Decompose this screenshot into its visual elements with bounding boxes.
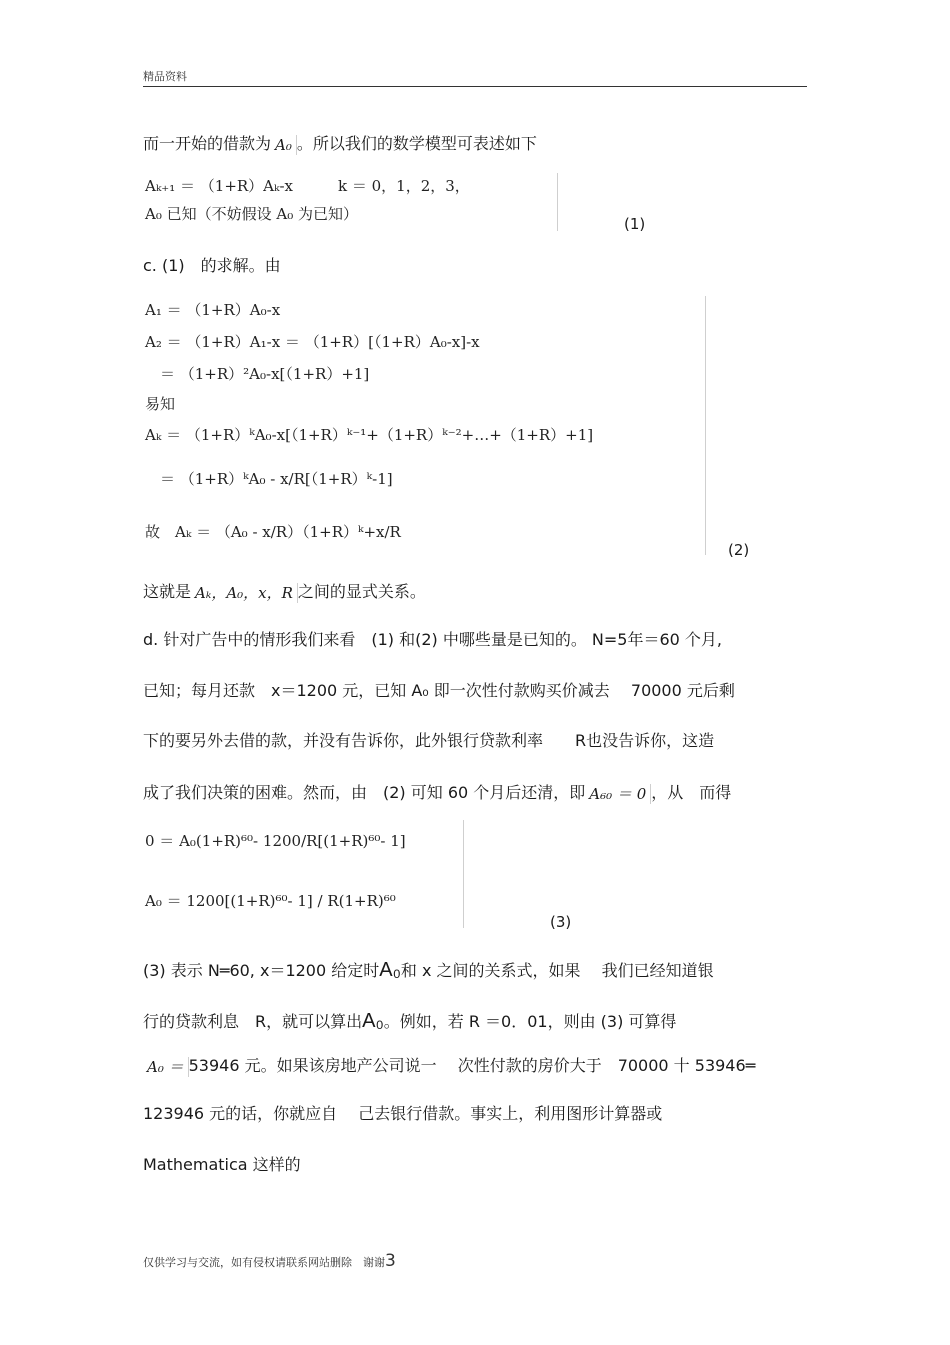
inline-formula-a60: A₆₀ ＝ 0	[585, 784, 651, 804]
equation-2-line: A₂ ＝ （1+R）A₁-x ＝ （1+R）[（1+R）A₀-x]-x	[145, 333, 480, 351]
equation-2-line: 故 Aₖ ＝ （A₀ - x/R）（1+R）ᵏ+x/R	[145, 523, 401, 541]
relation-text-pre: 这就是	[143, 582, 192, 601]
explain-text-pre: (3) 表示 N═60, x＝1200 给定时	[143, 961, 380, 980]
equation-1-image	[143, 173, 558, 231]
inline-formula-a0: A₀	[271, 135, 297, 155]
explain-text-pre: 行的贷款利息 R，就可以算出	[143, 1012, 363, 1031]
header-rule	[143, 86, 807, 87]
equation-2-line: A₁ ＝ （1+R）A₀-x	[145, 301, 281, 319]
equation-2-line: 易知	[145, 395, 176, 413]
equation-3-line: A₀ ＝ 1200[(1+R)⁶⁰- 1] / R(1+R)⁶⁰	[145, 892, 396, 910]
paragraph-d-line: d. 针对广告中的情形我们来看 (1) 和(2) 中哪些量是已知的。 N=5年＝60 个月,	[143, 630, 723, 649]
paragraph-d-text-post: ，从 而得	[651, 783, 732, 802]
paragraph-3-explain-line: Mathematica 这样的	[143, 1155, 301, 1174]
intro-text-pre: 而一开始的借款为	[143, 134, 272, 153]
relation-text-post: 之间的显式关系。	[297, 582, 426, 601]
equation-2-line: Aₖ ＝ （1+R）ᵏA₀-x[（1+R）ᵏ⁻¹+（1+R）ᵏ⁻²+…+（1+R）+1]	[145, 426, 594, 444]
equation-1-line: A₀ 已知（不妨假设 A₀ 为已知）	[145, 205, 358, 223]
equation-2-line: ＝ （1+R）²A₀-x[（1+R）+1]	[145, 365, 370, 383]
equation-2-image	[143, 296, 706, 555]
explain-text-post: 53946 元。如果该房地产公司说一 次性付款的房价大于 70000 十 53946═	[188, 1056, 756, 1075]
equation-2-line: ＝ （1+R）ᵏA₀ - x/R[（1+R）ᵏ-1]	[145, 470, 393, 488]
page-header: 精品资料	[143, 70, 187, 83]
paragraph-d-text-pre: 成了我们决策的困难。然而，由 (2) 可知 60 个月后还清，即	[143, 783, 586, 802]
page-number: 3	[385, 1251, 396, 1271]
paragraph-d-line	[143, 783, 731, 804]
explain-text-post: 。例如，若 R ＝0．01，则由 (3) 可算得	[383, 1012, 677, 1031]
inline-formula-variables: Aₖ，A₀，x，R	[191, 583, 298, 603]
paragraph-3-explain-line	[143, 960, 714, 981]
paragraph-3-explain-line: 123946 元的话，你就应自 己去银行借款。事实上，利用图形计算器或	[143, 1104, 663, 1123]
inline-symbol-a0: A₀	[362, 1010, 384, 1032]
equation-3-image	[143, 820, 464, 928]
intro-text-post: 。所以我们的数学模型可表述如下	[296, 134, 537, 153]
equation-2-number: (2)	[728, 541, 750, 559]
footer-text: 仅供学习与交流，如有侵权请联系网站删除 谢谢	[143, 1256, 385, 1269]
paragraph-d-line: 下的要另外去借的款，并没有告诉你，此外银行贷款利率 R也没告诉你，这造	[143, 731, 715, 750]
explain-text-post: 和 x 之间的关系式，如果 我们已经知道银	[400, 961, 714, 980]
paragraph-3-explain-line	[143, 1011, 676, 1032]
equation-1-line: Aₖ₊₁ ＝ （1+R）Aₖ-x k ＝ 0，1，2，3，	[145, 177, 470, 195]
equation-3-number: (3)	[550, 913, 572, 931]
page-footer	[143, 1251, 396, 1271]
paragraph-3-explain-line	[143, 1056, 755, 1077]
inline-formula-a0-equals: A₀ ＝	[143, 1057, 189, 1077]
explicit-relation-paragraph	[143, 582, 426, 603]
equation-1-number: (1)	[624, 215, 646, 233]
paragraph-d-line: 已知；每月还款 x＝1200 元，已知 A₀ 即一次性付款购买价减去 70000 元后剩	[143, 681, 735, 700]
inline-symbol-a0: A₀	[379, 959, 401, 981]
intro-paragraph	[143, 134, 537, 155]
solve-paragraph: c. (1) 的求解。由	[143, 256, 281, 275]
equation-3-line: 0 ＝ A₀(1+R)⁶⁰- 1200/R[(1+R)⁶⁰- 1]	[145, 832, 406, 850]
